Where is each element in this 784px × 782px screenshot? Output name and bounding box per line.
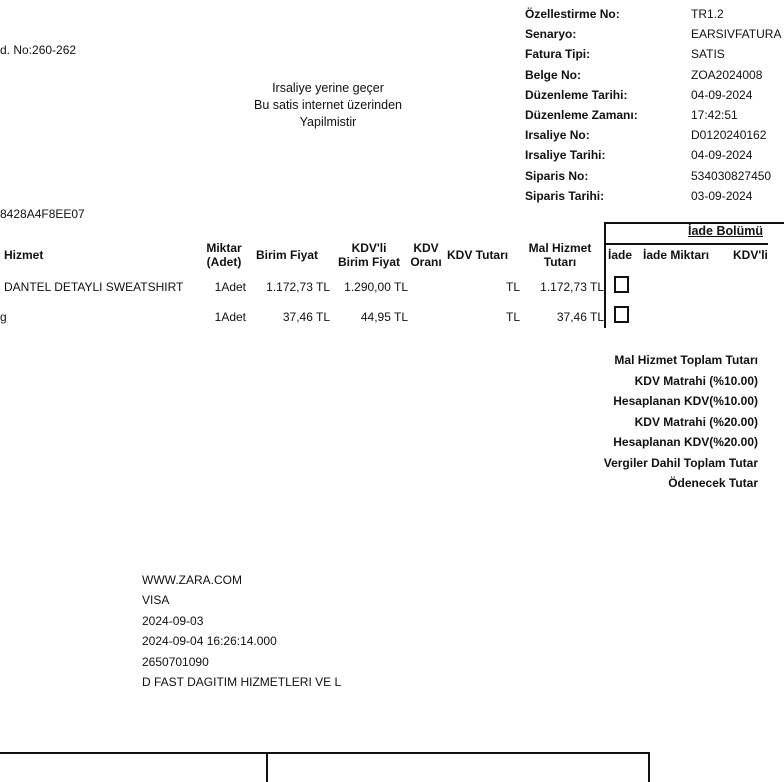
info-label: Senaryo:	[525, 27, 577, 42]
info-label: Irsaliye Tarihi:	[525, 148, 606, 163]
table-row	[0, 280, 604, 302]
header-iade: İade	[608, 248, 633, 262]
waybill-note-line: Yapilmistir	[299, 115, 357, 129]
header-iade-miktari: İade Miktarı	[643, 248, 710, 262]
info-label: Düzenleme Zamanı:	[525, 107, 638, 122]
info-value: EARSIVFATURA	[691, 27, 782, 42]
info-label: Belge No:	[525, 67, 582, 82]
order-date: 2024-09-03	[142, 613, 204, 628]
header-line: Oranı	[410, 255, 442, 269]
order-website: WWW.ZARA.COM	[142, 573, 242, 587]
table-row	[0, 310, 604, 332]
header-line: KDV'li	[351, 241, 387, 255]
cell-hizmet: g	[0, 310, 7, 324]
total-label-vat-20: Hesaplanan KDV(%20.00)	[613, 435, 758, 449]
info-label: Siparis Tarihi:	[525, 188, 605, 203]
cell-miktar: 1Adet	[214, 280, 246, 294]
info-label: Özellestirme No:	[525, 7, 620, 21]
info-value: 03-09-2024	[691, 188, 753, 203]
cell-kdv-tutari: TL	[505, 280, 520, 294]
header-line: Miktar	[206, 241, 242, 255]
info-label: Düzenleme Tarihi:	[525, 87, 628, 102]
total-label-goods: Mal Hizmet Toplam Tutarı	[614, 353, 758, 367]
total-label-payable: Ödenecek Tutar	[668, 476, 758, 490]
order-carrier: D FAST DAGITIM HIZMETLERI VE L	[142, 675, 342, 690]
total-label-incl-tax: Vergiler Dahil Toplam Tutar	[603, 455, 758, 470]
cell-birim-fiyat: 1.172,73 TL	[266, 280, 330, 294]
total-label-vat-10: Hesaplanan KDV(%10.00)	[613, 394, 758, 408]
total-label-vat-base-20: KDV Matrahi (%20.00)	[634, 414, 758, 429]
order-info-block	[142, 570, 341, 692]
header-line: Tutarı	[543, 255, 577, 269]
header-kdvli-birim	[332, 241, 406, 269]
info-value: 04-09-2024	[691, 148, 753, 163]
header-kdvli-fragment: KDV'li	[733, 248, 768, 262]
waybill-note	[228, 80, 428, 131]
info-value: 04-09-2024	[691, 87, 753, 102]
return-section-divider	[604, 243, 768, 245]
cell-kdvli-birim: 44,95 TL	[360, 310, 408, 324]
header-line: (Adet)	[206, 255, 242, 269]
ettn-fragment: 8428A4F8EE07	[0, 207, 85, 221]
order-timestamp: 2024-09-04 16:26:14.000	[142, 634, 277, 649]
header-kdv-orani	[406, 241, 446, 269]
info-label: Irsaliye No:	[525, 128, 590, 143]
return-checkbox[interactable]	[614, 276, 629, 293]
header-hizmet: Hizmet	[4, 248, 44, 262]
cell-mal-hizmet: 37,46 TL	[556, 310, 604, 324]
waybill-note-line: Irsaliye yerine geçer	[272, 81, 384, 95]
header-line: Mal Hizmet	[528, 241, 592, 255]
info-label: Fatura Tipi:	[525, 47, 591, 62]
header-miktar	[200, 241, 248, 269]
order-payment-method: VISA	[142, 593, 170, 608]
info-label: Siparis No:	[525, 168, 589, 183]
header-birim-fiyat: Birim Fiyat	[256, 248, 319, 262]
cell-mal-hizmet: 1.172,73 TL	[540, 280, 604, 294]
totals-block	[500, 350, 758, 494]
cell-kdvli-birim: 1.290,00 TL	[344, 280, 408, 294]
info-value: 17:42:51	[691, 107, 738, 122]
cell-miktar: 1Adet	[214, 310, 246, 324]
footer-box-right	[266, 752, 650, 782]
info-value: SATIS	[691, 47, 725, 62]
info-value: 534030827450	[691, 168, 772, 183]
info-value: TR1.2	[691, 7, 724, 21]
cell-kdv-tutari: TL	[505, 310, 520, 324]
cell-hizmet: DANTEL DETAYLI SWEATSHIRT	[4, 280, 184, 294]
header-kdv-tutari: KDV Tutarı	[447, 248, 509, 262]
seller-address-fragment: d. No:260-262	[0, 43, 77, 57]
footer-box-left	[0, 752, 268, 782]
total-label-vat-base-10: KDV Matrahi (%10.00)	[634, 373, 758, 388]
return-checkbox[interactable]	[614, 306, 629, 323]
header-line: KDV	[413, 241, 439, 255]
header-line: Birim Fiyat	[337, 255, 400, 269]
info-value: D0120240162	[691, 128, 767, 143]
return-section-title: İade Bolümü	[688, 224, 764, 238]
order-number: 2650701090	[142, 654, 209, 669]
waybill-note-line: Bu satis internet üzerinden	[253, 98, 402, 112]
cell-birim-fiyat: 37,46 TL	[282, 310, 330, 324]
info-value: ZOA2024008	[691, 67, 763, 82]
header-mal-hizmet	[520, 241, 600, 269]
